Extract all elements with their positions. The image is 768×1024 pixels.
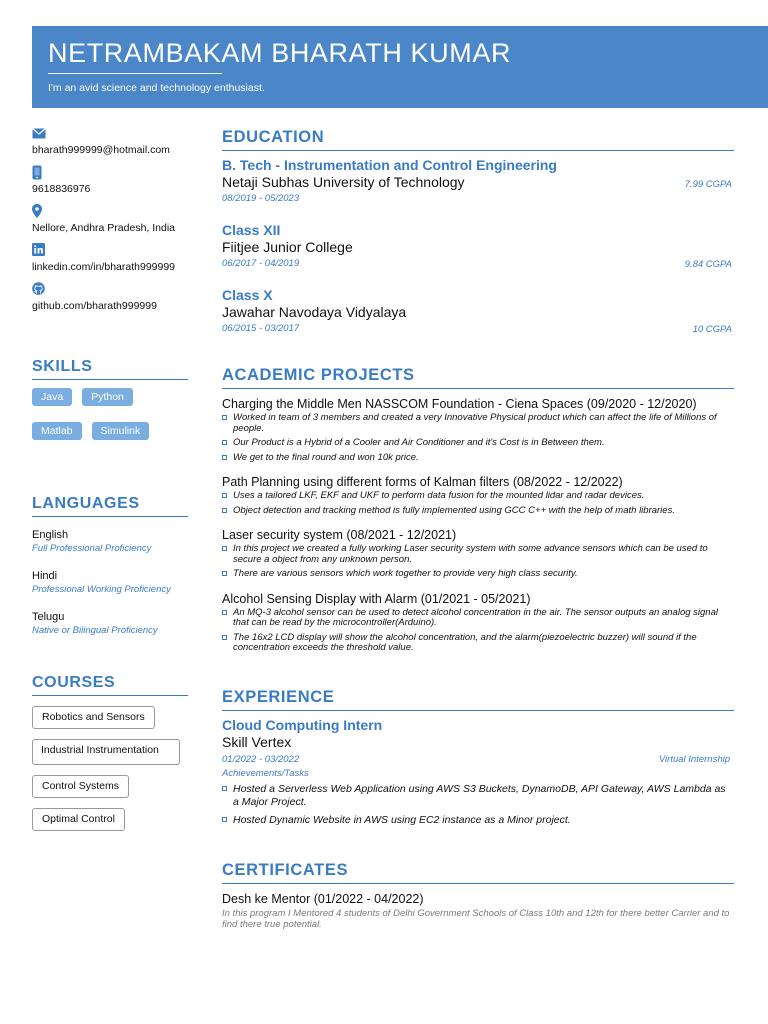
experience-role: Cloud Computing Intern: [222, 716, 383, 733]
project-title: Laser security system (08/2021 - 12/2021): [222, 528, 457, 542]
languages-heading: LANGUAGES: [32, 495, 188, 517]
project-item: [222, 397, 734, 463]
bullet-marker-icon: [222, 817, 227, 822]
bullet-marker-icon: [222, 571, 227, 576]
bullet-item: Hosted Dynamic Website in AWS using EC2 instance as a Minor project.: [222, 814, 734, 827]
location-pin-icon: [32, 204, 188, 222]
project-item: [222, 475, 734, 516]
experience-type: Virtual Internship: [658, 753, 730, 765]
education-section: [222, 128, 734, 334]
education-school: Fiitjee Junior College: [222, 239, 353, 255]
course-item: Optimal Control: [32, 808, 125, 831]
bullet-item: Our Product is a Hybrid of a Cooler and Air Conditioner and it's Cost is in Between them.: [222, 438, 734, 449]
resume-header: [32, 26, 768, 108]
bullet-marker-icon: [222, 635, 227, 640]
location-text: Nellore, Andhra Pradesh, India: [32, 222, 176, 234]
projects-heading: ACADEMIC PROJECTS: [222, 366, 734, 389]
github-icon: [32, 282, 188, 300]
project-bullets: [222, 413, 734, 463]
skills-section: [32, 358, 188, 456]
skills-list: [32, 388, 188, 456]
main-content: [222, 128, 734, 930]
education-grade: 10 CGPA: [692, 324, 732, 335]
email-icon: [32, 126, 188, 144]
education-school: Netaji Subhas University of Technology: [222, 174, 465, 190]
contact-email[interactable]: [32, 126, 188, 157]
contact-location: [32, 204, 188, 235]
project-item: [222, 528, 734, 580]
education-grade: 9.84 CGPA: [684, 259, 732, 270]
education-item: [222, 287, 734, 334]
project-bullets: [222, 608, 734, 654]
language-level: Native or Bilingual Proficiency: [32, 625, 158, 636]
language-name: Hindi: [32, 570, 58, 582]
bullet-item: In this project we created a fully working Laser security system with some advance sensors which can be used to secure a object from any unknown person.: [222, 544, 734, 565]
course-item: Industrial Instrumentation: [32, 739, 180, 765]
course-item: Robotics and Sensors: [32, 706, 155, 729]
contact-github[interactable]: [32, 282, 188, 313]
project-item: [222, 592, 734, 654]
education-item: [222, 157, 734, 204]
experience-subheading: Achievements/Tasks: [222, 767, 309, 779]
projects-section: [222, 366, 734, 654]
language-item: [32, 529, 188, 554]
education-grade: 7.99 CGPA: [684, 179, 732, 190]
bullet-marker-icon: [222, 440, 227, 445]
education-dates: 08/2019 - 05/2023: [222, 193, 300, 204]
contact-panel: [32, 126, 188, 321]
education-item: [222, 222, 734, 269]
education-heading: EDUCATION: [222, 128, 734, 151]
bullet-marker-icon: [222, 415, 227, 420]
bullet-item: Uses a tailored LKF, EKF and UKF to perform data fusion for the mounted lidar and radar devices.: [222, 491, 734, 502]
contact-linkedin[interactable]: [32, 243, 188, 274]
language-level: Full Professional Proficiency: [32, 543, 152, 554]
project-title: Path Planning using different forms of Kalman filters (08/2022 - 12/2022): [222, 475, 623, 489]
courses-heading: COURSES: [32, 674, 188, 696]
skill-chip: Matlab: [32, 422, 82, 440]
course-item: Control Systems: [32, 775, 129, 798]
experience-heading: EXPERIENCE: [222, 688, 734, 711]
bullet-marker-icon: [222, 493, 227, 498]
bullet-item: An MQ-3 alcohol sensor can be used to detect alcohol concentration in the air. The sensor outputs an analog signal that can be read by the microcontroller(Arduino).: [222, 608, 734, 629]
education-degree: B. Tech - Instrumentation and Control Engineering: [222, 157, 557, 173]
bullet-marker-icon: [222, 508, 227, 513]
language-item: [32, 570, 188, 595]
github-text: github.com/bharath999999: [32, 300, 157, 312]
education-dates: 06/2017 - 04/2019: [222, 258, 300, 269]
certificates-heading: CERTIFICATES: [222, 861, 734, 884]
bullet-item: The 16x2 LCD display will show the alcohol concentration, and the alarm(piezoelectric buzzer) will sound if the concentration exceeds the threshold value.: [222, 633, 734, 654]
experience-bullets: [222, 783, 734, 827]
bullet-marker-icon: [222, 455, 227, 460]
courses-list: [32, 706, 188, 841]
education-dates: 06/2015 - 03/2017: [222, 323, 300, 334]
bullet-item: There are various sensors which work together to provide very high class security.: [222, 569, 734, 580]
contact-phone[interactable]: [32, 165, 188, 196]
project-bullets: [222, 544, 734, 580]
language-name: English: [32, 529, 69, 541]
skill-chip: Python: [82, 388, 133, 406]
education-degree: Class XII: [222, 222, 281, 238]
education-degree: Class X: [222, 287, 273, 303]
languages-section: [32, 495, 188, 644]
language-item: [32, 611, 188, 636]
skill-chip: Java: [32, 388, 72, 406]
language-level: Professional Working Proficiency: [32, 584, 171, 595]
linkedin-icon: [32, 243, 188, 261]
experience-dates: 01/2022 - 03/2022: [222, 753, 300, 765]
project-title: Charging the Middle Men NASSCOM Foundation - Ciena Spaces (09/2020 - 12/2020): [222, 397, 697, 411]
language-name: Telugu: [32, 611, 65, 623]
candidate-tagline: I'm an avid science and technology enthusiast.: [48, 82, 265, 94]
education-school: Jawahar Navodaya Vidyalaya: [222, 304, 407, 320]
certificates-section: [222, 861, 734, 930]
bullet-marker-icon: [222, 610, 227, 615]
skill-chip: Simulink: [92, 422, 150, 440]
bullet-marker-icon: [222, 786, 227, 791]
bullet-marker-icon: [222, 546, 227, 551]
certificate-name: Desh ke Mentor (01/2022 - 04/2022): [222, 891, 424, 906]
bullet-item: Hosted a Serverless Web Application using AWS S3 Buckets, DynamoDB, API Gateway, AWS Lambda as a Major Project.: [222, 783, 734, 809]
experience-section: [222, 688, 734, 827]
certificate-description: In this program I Mentored 4 students of Delhi Government Schools of Class 10th and 12th for there better Carrier and to find there true potential.: [222, 907, 730, 930]
phone-text: 9618836976: [32, 183, 91, 195]
bullet-item: Object detection and tracking method is fully implemented using GCC C++ with the help of math libraries.: [222, 506, 734, 517]
header-divider: [48, 73, 222, 74]
courses-section: [32, 674, 188, 841]
linkedin-text: linkedin.com/in/bharath999999: [32, 261, 176, 273]
skills-heading: SKILLS: [32, 358, 188, 380]
phone-icon: [32, 165, 188, 183]
email-text: bharath999999@hotmail.com: [32, 144, 170, 156]
project-bullets: [222, 491, 734, 516]
bullet-item: Worked in team of 3 members and created a very Innovative Physical product which can affect the life of Millions of people.: [222, 413, 734, 434]
candidate-name: NETRAMBAKAM BHARATH KUMAR: [48, 38, 512, 68]
experience-meta: [222, 754, 734, 765]
experience-company: Skill Vertex: [222, 733, 292, 750]
bullet-item: We get to the final round and won 10k price.: [222, 453, 734, 464]
project-title: Alcohol Sensing Display with Alarm (01/2021 - 05/2021): [222, 591, 531, 606]
